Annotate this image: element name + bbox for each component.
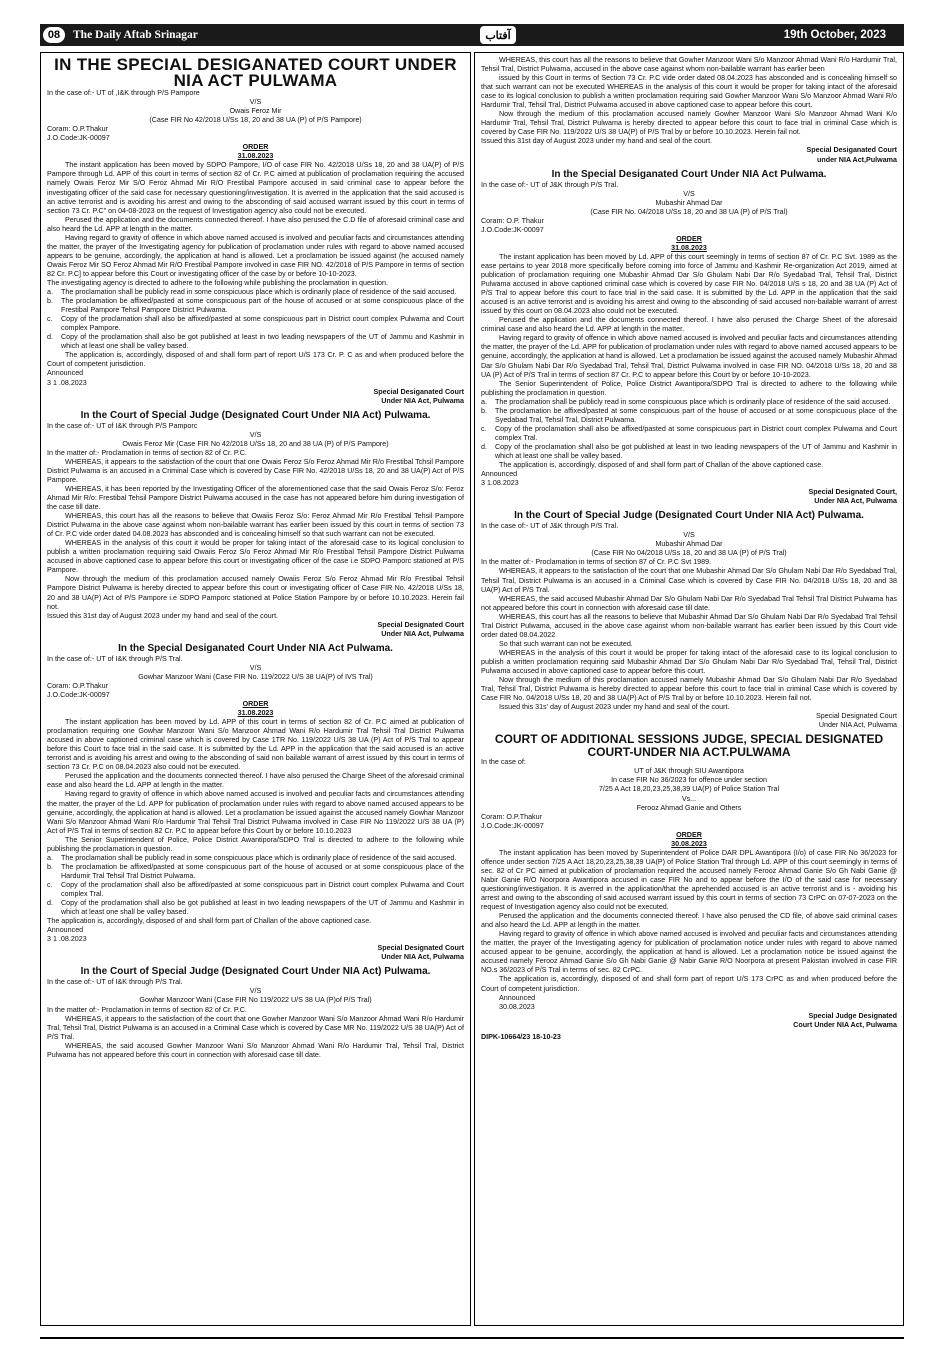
paragraph: Having regard to gravity of offence in which above named accused is involved and peculiar facts and circumstances attending the matter, the prayer of the Investigating agency for publication of proclamation under rules with regard to above named accused appears to be genuine, accordingly, the application at hand is allowed. Let a proclamation be issued against (he accused namely Owais Feroz Mir SO Feroz Ahmad Mir R/O Frestibal Pampore involved in case FIR NO. 42/2018 of P/S Pampore in terms of section 82 Cr. P.C] to appear before this Court or investigating officer of the case by or before 10-10-2023. [47,233,464,278]
paragraph: issued by this Court in terms of Section 73 Cr. P.C vide order dated 08.04.2023 has absconded and is concealing himself so that such warrant can not be executed WHEREAS in the analysis of this court it would be proper for taking intact of the aforesaid case to its logical conclusion to publish a written proclamation requiring said Gowher Manzoor Wani S/o Manzoor Ahmad Wani R/o Hardumir Tral, Tehsil Tral, District Pulwama accused in above captioned case to appear before this court. [481,74,897,110]
list-item [481,407,897,425]
list-marker: c. [47,880,53,889]
text-line: Coram: O.P.Thakur [47,681,108,690]
court-signature: Under NIA Act, Pulwama [381,396,464,405]
text-line: Announced [47,926,84,935]
text-line: 3 1.08.2023 [481,479,519,488]
paragraph: WHEREAS, it appears to the satisfaction of the court that one Mubashir Ahmad Dar S/o Ghulam Nabi Dar R/o Syedabad Tral, Tehsil Tral, District Pulwama is an accused in a Criminal Case which is covered by Case FIR No. 04/2018 U/Ss 18, 20 and 38 UA(P) Act of P/S Tral. [481,567,897,594]
text-line: Coram: O.P.Thakur [47,125,108,134]
text-line: The application is, accordingly, disposed of and shall form part of Challan of the above captioned case. [47,917,372,926]
list-text: The proclamation be affixed/pasted at some conspicuous part of the house of accused or at some conspicuous place of the Frestibal Pampore Tehsil Pampore District Pulwama. [61,297,464,315]
text-line: 30.08.2023 [499,1002,535,1011]
list-item [47,854,464,863]
court-signature: Under NIA Act, Pulwama [814,497,897,506]
list-marker: c. [481,424,487,433]
court-signature: Special Designated Court, [808,488,897,497]
paragraph: So that such warrant can not be executed. [499,639,633,648]
newspaper-header [40,24,904,46]
text-line: Announced [481,470,518,479]
notice-heading: In the Special Desiganated Court Under NIA Act Pulwama. [551,168,827,180]
paragraph: Having regard to gravity of offence in which above named accused is involved and peculiar facts and circumstances attending the matter, the prayer of the Ld. APP for publication of proclamation under rules with regard to above named accused appears to be genuine, accordingly, the application at hand is allowed. Let a proclamation be issued against the accused namely Mubashir Ahmad Dar S/o Ghulam Nabi Dar R/o Syedabad Tral, Tehsil Tral, District Pulwama involved in case FIR NO. 04/2018 U/Ss 18, 20 and 38 UA (P) Act of P/S Tral in terms of section 87 Cr. P.C to appear before this Court by or before 10-10-2023. [481,334,897,379]
paragraph: The application is, accordingly, disposed of and shall form part of Challan of the above captioned case. [499,461,824,470]
notice-heading: In the Court of Special Judge (Designated Court Under NIA Act) Pulwama. [514,510,864,522]
case-line: (Case FIR No. 04/2018 U/Ss 18, 20 and 38 UA (P) of P/S Tral) [590,207,788,216]
text-line: 3 1 .08.2023 [47,378,87,387]
text-line: In the case of:- UT of ,I&K through P/S Pampore [47,89,200,97]
paragraph: Now through the medium of this proclamation accused namely Mubashir Ahmad Dar S/o Ghulam Nabi Dar R/o Syedabad Tral, Tehsil Tral, District Pulwama is hereby directed to appear before this court to face trial in criminal Case which is covered by Case FIR No. 04/2018 U/Ss 18, 20 and 38 UA(P) Act of P/S Tral by or before 10.10.2023. Herein fail not. [481,676,897,703]
left-column-notices [40,52,471,1326]
paragraph: The Senior Superintendent of Police, Police District Awantipora/SDPO Tral is directed to adhere to the following while publishing the proclamation in question. [481,379,897,397]
notice-main-title: IN THE SPECIAL DESIGANATED COURT UNDER NIA ACT PULWAMA [54,55,457,90]
paragraph: Perused the application and the documents connected thereof. I have also perused the Charge Sheet of the aforesaid criminal ease and also heard the Ld. APP at length in the matter. [47,772,464,790]
issue-date: 19th October, 2023 [783,29,886,41]
paragraph: The application is, accordingly, disposed of and shall form part of report U/S 173 Cr. P. C as and when produced before the Court of competent jurisdiction. [47,351,464,369]
text-line: J.O.Code:JK-00097 [47,690,110,699]
list-text: The proclamation shall be publicly read in some conspicuous place which is ordinarily place of residence of the said accused. [61,288,457,297]
text-line: In the case of:- UT of J&K through P/S Tral. [481,180,619,189]
right-column-notices [474,52,904,1326]
page-number: 08 [43,27,65,43]
order-label: ORDER [242,700,269,708]
list-item [47,288,464,297]
list-marker: b. [47,297,53,306]
paragraph: The application is, accordingly, disposed of and shall form part of report U/S 173 CrPC as and when produced before the Court of competent jurisdiction. [481,975,897,993]
paragraph: WHEREAS, it appears to the satisfaction of the court that one Gowher Manzoor Wani S/o Manzoor Ahmad Wani R/o Hardumir Tral, Tehsil Tral, District Pulwama is an accused in a Criminal Case which is covered by Case MR No. 119/2022 U/S 38 UA(P) Act of P/S Tral. [47,1014,464,1041]
list-marker: c. [47,315,53,324]
notice-main-title: COURT OF ADDITIONAL SESSIONS JUDGE, SPECIAL DESIGNATED COURT-UNDER NIA ACT.PULWAMA [494,732,884,759]
list-text: Copy of the proclamation shall also be got published at least in two leading newspapers of the UT of Jammu and Kashmir in which at least one shall be valley based. [495,442,897,460]
case-line: Ferooz Ahmad Ganie and Others [636,803,742,812]
paragraph: Issued this 31s' day of August 2023 under my hand and seal of the court. [499,703,730,712]
text-line: 3 1 .08.2023 [47,935,87,944]
text-line: Coram: O.P. Thakur [481,216,544,225]
paragraph: Now through the medium of this proclamation accused namely Owaiis Feroz S/o Feroz Ahmad Mir R/o Frestibal Tehsil Pampore District Pulwama is hereby directed to appear before this court or investigating officer of Case FIR No. 42/2018 U/Ss 18, 20 and 38 UA(P) Act of P/S Pampore i.e SDPO Pamporc stationed at Police Station Pampore by or before 10.10.2023. Herein fail not. [47,575,464,611]
list-text: Copy of the proclamation shall also be affixed/pasted at some conspicuous part in District court complex Pulwama and Court complex Pampore. [61,315,464,333]
list-marker: a. [481,397,487,406]
list-marker: b. [47,862,53,871]
court-signature: Special Desiganated Court [806,146,897,155]
order-label: ORDER [676,234,702,243]
case-line: V/S [249,987,262,996]
paragraph: WHEREAS, it appears to the satisfaction of the court that one Owais Feroz S/o Feroz Ahmad Mir R/o Frestibal Tchsil Pampore District Pulwama is an accused in a Criminal Case which is covered by Case FIR No. 42/2018 U/Ss 18, 20 and 38 UA(P) Act of P/S Pampore. [47,457,464,484]
list-marker: b. [481,406,487,415]
text-line: J.O.Code:JK-00097 [481,821,544,830]
text-line: Coram: O.P.Thakur [481,812,542,821]
list-item [481,425,897,443]
list-item [47,333,464,351]
court-signature: Special Designated Court [377,620,464,629]
court-signature: Court Under NIA Act, Pulwama [793,1020,897,1029]
paragraph: The instant application has been moved by Superintendent of Police DAR DPL Awantipora (I/o) of case FIR No 36/2023 for offence under section 7/25 A Act 18,20,23,25,38,39 UA(P) of Police Station Tral through Ld. APP of this court seemingly in terms of sec. 82 of Cr PC aimed at publication of proclamation required the accused namely Ferooz Ahmad Ganie S/o Gh Nabi Ganie @ Nabir Ganie R/O Noorpora Awantipora accused in case FIR No and to appear before the I/O of the said case for necessary questioning/investigation. It is averred in the application/that the aprehended accused is an active terrorist and is - avoiding his arrest and owing to the absconding of said accused warrant issued by this court in terms of section 73 CrPC on 07-07-2023 on the request of Investigation agency also could not be executed. [481,848,897,912]
text-line: In the case of: [481,758,526,767]
paragraph: The instant application has been moved by SDPO Pampore, I/O of case FIR No. 42/2018 U/Ss 18, 20 and 38 UA(P) of P/S Pampore through Ld. APP of this court in terms of section 82 of Cr. P.C aimed at publication of proclamation requiring the accused namely Owais Feroz Mir S/O Feroz Ahmad Mir R/O Frestibal Pampore accused in said criminal case to appear before the investigating officer of the said case for necessary questioning/investigation. It is averred in the application that the said accused is an active terrorist and is avoiding his arrest and owing to the absconding of said accused warrant issued by this court in terms of section 73 Cr. P.C" on 04-08-2023 on the request of Investigation agency also could not be executed. [47,161,464,215]
court-signature: Special Designated Court [377,944,464,953]
court-signature: Special Designated Court [816,712,897,721]
paragraph: Perused the application and the documents connected thereof. I have also perused the CD file, of above said criminal cases and also heard the Ld. APP at length in the matter. [481,912,897,930]
case-line: 7/25 A Act 18,20,23,25,38,39 UA(P) of Police Station Tral [598,785,780,794]
order-label: 31.08.2023 [237,709,274,718]
paragraph: WHEREAS, this court has all the reasons to believe that Owaiis Feroz S/o: Feroz Ahmad Mir R/o Frestibal Tehsil Pampore District Pulwama in the above case against whom non-bailable warrant has earlier been issued by this court in terms of section 73 of Cr. P.C vide order dated 04.08.2023 has absconded and is concealing himself so that such warrant can not be executed. [47,512,464,539]
list-text: Copy of the proclamation shall also be affixed/pasted at some conspicuous part in District court complex Pulwama and Court complex Tral. [495,424,897,442]
list-text: The proclamation be affixed/pasted at some conspicuous part of the house of accused or at some conspicuous place of the Syedabad Tral, Tehsil Tral, District Pulwama. [495,406,897,424]
court-signature: Special Desiganated Court [373,387,464,396]
list-item [481,443,897,461]
list-item [47,899,464,917]
masthead-logo-icon: آفتاب [480,26,516,44]
list-item [47,881,464,899]
case-line: Mubashir Ahmad Dar [655,540,723,549]
case-line: V/S [249,430,262,439]
list-item [47,863,464,881]
paragraph: The investigating agency is directed to adhere to the following while publishing the proclamation in question. [47,278,388,287]
paragraph: WHEREAS, it has been reported by the Investigating Officer of the aforementioned case that the said Owais Feroz S/o: Feroz Ahmad Mir R/o: Frestibal Tehsil Pampore District Pulwama accused in the case has not appeared before him during investigation of the case till date. [47,484,464,512]
case-line: Gowhar Manzoor Wani (Case FIR No. 119/2022 U/S 38 UA(P) of IVS Tral) [138,672,373,681]
list-item [47,315,464,333]
text-line: In the case of:- UT of I&K through P/S Pamporc [47,421,198,430]
court-signature: Under NIA Act, Pulwama [818,721,897,730]
paragraph: Perused the application and the documents connected thereof. I have also perused the C.D file of aforesaid criminal case and also heard the Ld. APP at length in the matter. [47,215,464,233]
case-line: V/S [249,663,262,672]
case-line: UT of J&K through SIU Awantipora [634,767,744,776]
order-label: 31.08.2023 [671,243,707,252]
order-label: 30.08.2023 [671,839,707,848]
case-line: Vs... [681,794,697,803]
paragraph: Having regard to gravity of offence in which above named accused is involved and peculiar facts and circumstances attending the matter, the prayer of the Ld. APP for publication of proclamation under rules with regard to above named accused appears to be genuine, accordingly, the application at hand is allowed. Let a proclamation be issued against the accused namely Gowhar Manzoor Wani S/o Manzoor Ahmad Wani R/o Hardumir Tral Tehsil Tral District Pulwama involved in Case FIR No 119/2022 U/S 38 UA (P) Act of P/S Tral in terms of section 82 Cr. P.C to appear before this Court by or before 10.10.2023 [47,790,464,835]
court-signature: Under NIA Act, Pulwama [381,629,464,638]
order-label: ORDER [242,143,269,152]
list-text: Copy of the proclamation shall also be got published at least in two leading newspapers of the UT of Jammu and Kashmir in which at least one shall be valley based. [61,333,464,351]
court-signature: Special Judge Designated [808,1011,897,1020]
newspaper-name: The Daily Aftab Srinagar [73,29,198,41]
list-text: The proclamation shall be publicly read in some conspicuous place which is ordinarily place of residence of the said accused. [495,397,891,406]
case-line: V/S [249,98,262,107]
text-line: In the case of:- UT of J&K through P/S Tral. [481,522,619,531]
list-text: The proclamation shall be publicly read in some conspicuous place which is ordinarily place of residence of the said accused. [61,853,457,862]
list-marker: d. [481,442,487,451]
paragraph: WHEREAS, the said accused Gowher Manzoor Wani S/o Manzoor Ahmad Wani R/o Hardumir Tral, Tehsil Tral, District Pulwama has not appeared before this court in connection with aforesaid case till date. [47,1041,464,1059]
case-line: (Case FIR No 42/2018 U/Ss 18, 20 and 38 UA (P) of P/S Pampore) [149,116,362,125]
text-line: In the matter of:- Proclamation in terms of section 87 of Cr. P.C Svt 1989. [481,558,712,567]
text-line: Issued this 31st day of August 2023 under my hand and seal of the court. [481,137,713,146]
paragraph: Now through the medium of this proclamation accused namely Gowher Manzoor Wani S/o Manzoor Ahmad Wani K/o Hardumir Tral, Tehsil Tral, District Pulwama is hereby directed to appear before this court to face trial in criminal Case which is covered by Case FIR No. 119/2022 U/S 38 UA(P) of P/S Tral by or before 10.10.2023. Herein fail not. [481,110,897,137]
dipk-code: DIPK-10664/23 18-10-23 [481,1032,561,1041]
paragraph: WHEREAS, this court has all the reasons to believe that Gowher Manzoor Wani S/o Manzoor Ahmad Wani R/o Hardumir Tral, Tehsil Tral, District Pulwama, accused in the above case against whom non-bailable warrant has earlier been [481,56,897,74]
bottom-divider [40,1337,904,1339]
list-marker: a. [47,853,53,862]
paragraph: WHEREAS in the analysis of this court it would be proper for taking intact of the aforesaid case to its logical conclusion to publish a written proclamation requiring said Mubashir Ahmad Dar S/o Ghulam Nabi Dar R/o Syedabad Tral, Tehsil Tral, District Pulwama accused in above captioned case to appear before this court. [481,648,897,675]
case-line: V/S [683,189,695,198]
court-signature: under NIA Act,Pulwama [816,155,897,164]
order-label: ORDER [676,830,702,839]
case-line: Owais Feroz Mir [229,107,282,116]
list-marker: d. [47,899,53,908]
order-label: 31.08.2023 [237,152,274,161]
case-line: Gowhar Manzoor Wani (Case FIR No 119/2022 U/S 38 UA (P)of P/S Tral) [139,996,372,1005]
list-text: The proclamation be affixed/pasted at some conspicuous part of the house of accused or at some conspicuous place of the Hardumir Tral Tehsil Tral District Pulwama. [61,862,464,880]
list-text: Copy of the proclamation shall also be affixed/pasted at some conspicuous part in District court complex Pulwama and Court complex Tral. [61,880,464,898]
text-line: In the case of:- UT of I&K through P/S Tral. [47,654,183,663]
paragraph: Having regard to gravity of offence in which above named accused is involved and peculiar facts and circumstances attending the matter, the prayer of the Investigating agency for publication of proclamation notice under rules with regard to above named accused appear to be genuine, accordingly, the application at hand is allowed. Let a proclamation notice be issued against the accused namely Ferooz Ahmad Ganie S/o Gh Nabi Ganie @ Nabir Ganie R/O Noorpora at present Pakistan involved in case FIR NO.s 36/2023 of P/S Tral in terms of sec. 82 CrPC. [481,930,897,975]
notice-heading: In the Court of Special Judge (Designated Court Under NIA Act) Pulwama. [80,966,431,978]
text-line: In the matter of:- Proclamation in terms of section 82 of Cr. P.C. [47,448,247,457]
paragraph: The instant application has been moved by Ld. APP of this court in terms of section 82 of Cr. P.C aimed at publication of proclamation requiring one Gowhar Manzoor Wani S/o Manzoor Ahmad Wani R/o Hardumir Tral Tehsil Tral District Pulwama accused in above captioned criminal case which is covered by Case 1TR No. 119/2022 U/S 38 UA (P) Act of P/S Tral to appear before this Court to face trial in the said case. It is submitted by the Ld. APP in the application that the said accused is an active terrorist and is avoiding his arrest and owing to the absconding of said non bailable warrant of arrest issued by this court in terms of section 73 Cr. P.C on 08.04.2023 also could not be executed. [47,718,464,772]
list-text: Copy of the proclamation shall also be got published at least in two leading newspapers of the UT of Jammu and Kashmir in which at least one shall be valley based. [61,899,464,917]
court-signature: Under NIA Act, Pulwama [381,953,464,962]
text-line: Announced [499,993,536,1002]
paragraph: WHEREAS in the analysis of this court it would be proper for taking intact of the aforesaid case to its logical conclusion to publish a written proclamation requiring said Owaiis Feroz S/o Feroz Ahmad Mir R/o Frestibal Tehsil Pampore District Pulwama accused in above captioned case to appear before this court or investigating officer of the case i.e SDPO Pamporc stationed at P/S Pampore. [47,539,464,575]
paragraph: Perused the application and the documents connected thereof. I have also perused the Charge Sheet of the aforesaid criminal case and also heard the Ld. APP at length in the matter. [481,316,897,334]
case-line: Owais Feroz Mir (Case FIR No 42/2018 U/Ss 18, 20 and 38 UA (P) of P/S Pampore) [122,439,389,448]
paragraph: WHEREAS, this court has all the reasons to believe that Mubashir Ahmad Dar S/o Ghulam Nabi Dar R/o Syedabad Tral Tehsil Tral District Pulwama, accused in the above case against whom non-bailable warrant has earlier been issued by this Court vide order dated 08.04.2022 [481,612,897,639]
paragraph: WHEREAS, the said accused Mubashir Ahmad Dar S/o Ghulam Nabi Dar R/o Syedabad Tral Tehsil Tral District Pulwama has not appeared before this court in connection with aforesaid case till date. [481,594,897,612]
list-item [47,297,464,315]
text-line: J.O.Code:JK-00097 [481,225,544,234]
case-line: (Case FIR No 04/2018 U/Ss 18, 20 and 38 UA (P) of P/S Tral) [591,549,787,558]
text-line: Issued this 31st day of August 2023 under my hand and seal of the court. [47,611,279,620]
list-item [481,398,897,407]
notice-heading: In the Court of Special Judge (Designated Court Under NIA Act) Pulwama. [80,409,431,421]
text-line: In the matter of:- Proclamation in terms of section 82 of Cr. P.C. [47,1005,247,1014]
case-line: V/S [683,531,695,540]
paragraph: The instant application has been moved by Ld. APP of this court seemingly in terms of section 87 of Cr. P.C Svt. 1989 as the ease pertains to year 2018 more specifically before coming into force of Jammu and Kashmir Re-organization Act 2019, aimed at publication of proclamation requiring one Mubashir Ahmad Dar S/o Ghulam Nabi Dar R/o Syedabad Tral, Tehsil Tral, District Pulwama accused in above captioned criminal case which is covered by case FIR No. 04/2018 U/S s 18, 20 and 38 UA (P) Act of P/S Tral to appear before this court to face trial in the said case. It is submitted by the Ld. APP in the application that the said accused is an active terrorist and is avoiding his arrest and owing to the absconding of said accused non-bailable warrant of arrest issued by this court on 08.04.2023 also could not be executed. [481,252,897,316]
text-line: Announced [47,369,84,378]
list-marker: a. [47,288,53,297]
text-line: J.O.Code:JK-00097 [47,134,110,143]
list-marker: d. [47,333,53,342]
case-line: Mubashir Ahmad Dar [655,198,723,207]
paragraph: The Senior Superintendent of Police, Police District Awantipora/SDPO Tral is directed to adhere to the following while publishing the proclamation in question. [47,835,464,853]
case-line: In case FIR No 36/2023 for offence under section [611,776,767,785]
notice-heading: In the Special Desiganated Court Under NIA Act Pulwama. [118,642,393,654]
text-line: In the case of:- UT of I&K through P/S Tral. [47,978,183,987]
